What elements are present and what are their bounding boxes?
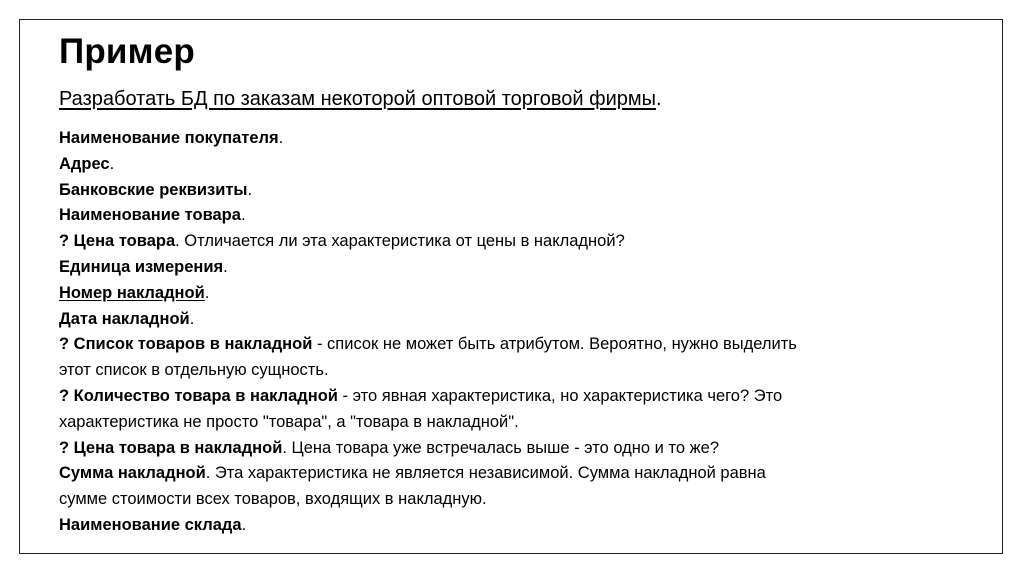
item-text: . bbox=[240, 206, 246, 225]
list-item-invoice-date bbox=[59, 307, 939, 333]
list-item-invoice-total bbox=[59, 461, 939, 487]
list-item-product-name bbox=[59, 203, 939, 229]
item-term: Номер накладной bbox=[59, 283, 205, 302]
item-text: . bbox=[223, 257, 228, 276]
item-text: . bbox=[278, 129, 284, 147]
item-text: . Отличается ли эта характеристика от цены в накладной? bbox=[175, 232, 625, 251]
list-item-address bbox=[59, 152, 939, 178]
item-text: . Эта характеристика не является независимой. Сумма накладной равна bbox=[205, 464, 766, 483]
list-item-product-price bbox=[59, 229, 939, 255]
item-text: . bbox=[189, 309, 195, 328]
task-statement bbox=[59, 85, 662, 113]
list-item-invoice-quantity bbox=[59, 384, 939, 410]
item-text: . bbox=[247, 180, 253, 199]
attribute-list bbox=[59, 126, 939, 539]
list-item-bank-details bbox=[59, 178, 939, 204]
slide-title: Пример bbox=[59, 32, 195, 71]
list-item-invoice-quantity-cont: характеристика не просто "товара", а "товара в накладной". bbox=[59, 412, 519, 431]
list-item-warehouse-name bbox=[59, 513, 939, 539]
item-text: . bbox=[204, 283, 210, 302]
task-statement-period: . bbox=[656, 88, 662, 110]
list-item-invoice-total-cont: сумме стоимости всех товаров, входящих в накладную. bbox=[59, 490, 487, 509]
item-term: ? Цена товара bbox=[59, 232, 176, 251]
item-text: . Цена товара уже встречалась выше - это одно и то же? bbox=[282, 438, 719, 457]
item-term: Наименование склада bbox=[59, 515, 242, 534]
item-term: ? Количество товара в накладной bbox=[59, 386, 338, 405]
list-item-invoice-products-cont: этот список в отдельную сущность. bbox=[59, 361, 329, 380]
item-term: Наименование покупателя bbox=[59, 129, 279, 147]
list-item-unit bbox=[59, 255, 939, 281]
item-term: Наименование товара bbox=[59, 206, 241, 225]
item-text: - список не может быть атрибутом. Вероятно, нужно выделить bbox=[312, 335, 797, 354]
item-term: Сумма накладной bbox=[59, 464, 206, 483]
item-text: - это явная характеристика, но характеристика чего? Это bbox=[337, 386, 783, 405]
list-item-invoice-products bbox=[59, 332, 939, 358]
item-term: Адрес bbox=[59, 154, 110, 173]
item-term: Дата накладной bbox=[59, 309, 190, 328]
item-term: ? Список товаров в накладной bbox=[59, 335, 313, 354]
item-term: Банковские реквизиты bbox=[59, 180, 248, 199]
list-item-customer-name bbox=[59, 126, 939, 152]
item-text: . bbox=[241, 515, 247, 534]
item-term: ? Цена товара в накладной bbox=[59, 438, 283, 457]
item-text: . bbox=[109, 154, 115, 173]
item-term: Единица измерения bbox=[59, 257, 224, 276]
list-item-invoice-price bbox=[59, 436, 939, 462]
task-statement-text: Разработать БД по заказам некоторой оптовой торговой фирмы bbox=[59, 88, 657, 110]
list-item-invoice-number bbox=[59, 281, 939, 307]
